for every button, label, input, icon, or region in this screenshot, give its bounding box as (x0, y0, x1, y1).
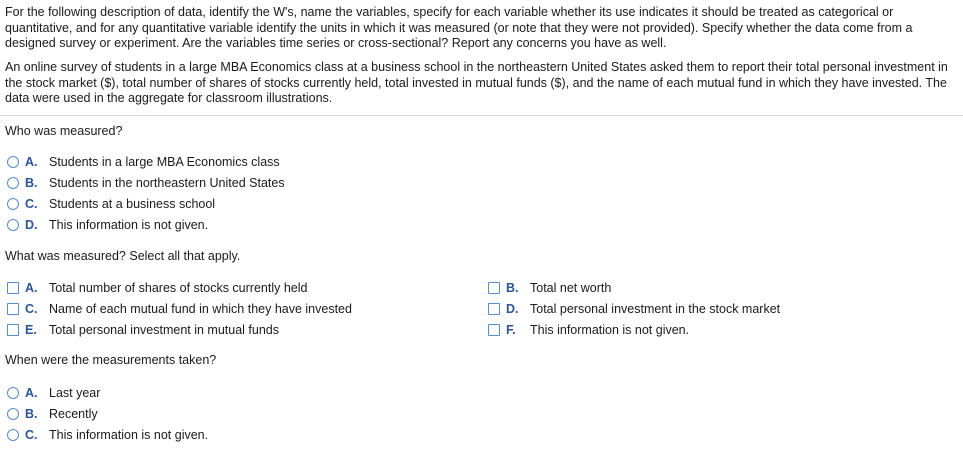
radio-button[interactable] (7, 408, 19, 420)
option-label[interactable]: This information is not given. (530, 323, 690, 337)
option-label[interactable]: Last year (49, 386, 101, 400)
radio-button[interactable] (7, 198, 19, 210)
option-label[interactable]: This information is not given. (49, 428, 209, 442)
option-letter: C. (25, 197, 38, 211)
question-who-prompt: Who was measured? (5, 124, 123, 138)
option-label[interactable]: This information is not given. (49, 218, 209, 232)
option-letter: B. (25, 176, 38, 190)
scenario-text: An online survey of students in a large MBA Economics class at a business school in the northeastern United States asked them to report their total personal investment in the stock market ($), total number of shares of stocks currently held, total invested in mutual funds ($), and the name of each mutual fund in which they have invested. The data were used in the aggregate for classroom illustrations. (5, 60, 948, 105)
who-option-d[interactable] (7, 216, 208, 234)
option-letter: F. (506, 323, 516, 337)
checkbox[interactable] (488, 324, 500, 336)
option-label[interactable]: Total number of shares of stocks currently held (49, 281, 308, 295)
what-option-f[interactable] (488, 321, 689, 339)
radio-button[interactable] (7, 177, 19, 189)
what-option-b[interactable] (488, 279, 611, 297)
what-option-a[interactable] (7, 279, 307, 297)
radio-button[interactable] (7, 429, 19, 441)
option-label[interactable]: Total personal investment in the stock market (530, 302, 781, 316)
checkbox[interactable] (7, 282, 19, 294)
checkbox[interactable] (7, 324, 19, 336)
option-letter: C. (25, 302, 38, 316)
checkbox[interactable] (488, 282, 500, 294)
who-option-a[interactable] (7, 153, 280, 171)
option-label[interactable]: Total personal investment in mutual funds (49, 323, 279, 337)
question-what-prompt: What was measured? Select all that apply. (5, 249, 241, 263)
option-letter: B. (25, 407, 38, 421)
option-label[interactable]: Total net worth (530, 281, 612, 295)
when-option-b[interactable] (7, 405, 98, 423)
instructions-text: For the following description of data, identify the W's, name the variables, specify for each variable whether its use indicates it should be treated as categorical or quantitative, and for any quantitative variable identify the units in which it was measured (or note that they were not provided). Specify whether the data come from a designed survey or experiment. Are the variables time series or cross-sectional? Report any concerns you have as well. (5, 5, 913, 50)
question-when-prompt: When were the measurements taken? (5, 353, 217, 367)
what-option-d[interactable] (488, 300, 780, 318)
radio-button[interactable] (7, 219, 19, 231)
option-letter: A. (25, 386, 38, 400)
option-letter: E. (25, 323, 37, 337)
divider (0, 115, 963, 116)
option-label[interactable]: Name of each mutual fund in which they have invested (49, 302, 352, 316)
option-label[interactable]: Recently (49, 407, 98, 421)
checkbox[interactable] (488, 303, 500, 315)
radio-button[interactable] (7, 387, 19, 399)
option-letter: D. (506, 302, 519, 316)
option-label[interactable]: Students at a business school (49, 197, 216, 211)
when-option-c[interactable] (7, 426, 208, 444)
option-letter: A. (25, 281, 38, 295)
who-option-c[interactable] (7, 195, 215, 213)
option-letter: B. (506, 281, 519, 295)
radio-button[interactable] (7, 156, 19, 168)
option-letter: A. (25, 155, 38, 169)
checkbox[interactable] (7, 303, 19, 315)
what-option-e[interactable] (7, 321, 279, 339)
option-letter: D. (25, 218, 38, 232)
what-option-c[interactable] (7, 300, 352, 318)
who-option-b[interactable] (7, 174, 285, 192)
option-label[interactable]: Students in the northeastern United States (49, 176, 285, 190)
option-label[interactable]: Students in a large MBA Economics class (49, 155, 280, 169)
when-option-a[interactable] (7, 384, 100, 402)
option-letter: C. (25, 428, 38, 442)
